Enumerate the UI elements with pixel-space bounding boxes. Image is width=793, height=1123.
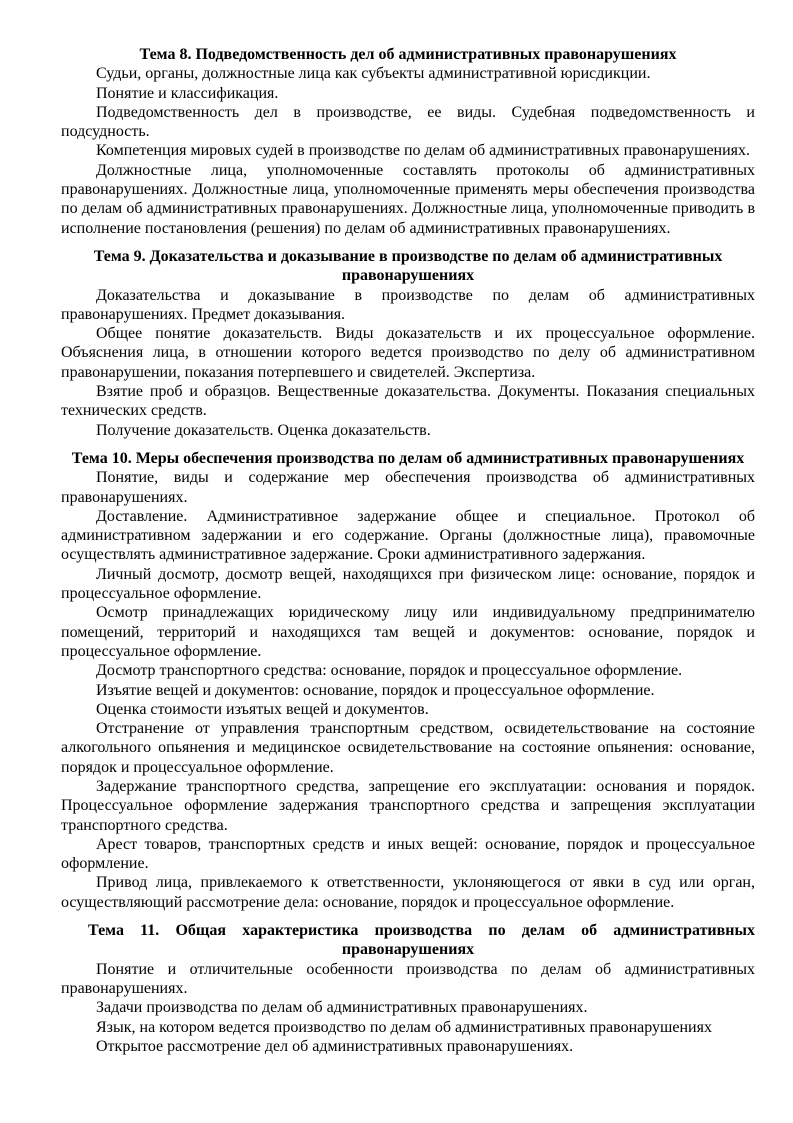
paragraph: Компетенция мировых судей в производстве по делам об административных правонарушениях. [96, 142, 751, 160]
paragraph: Язык, на котором ведется производство по делам об административных правонарушениях [96, 1018, 712, 1036]
section-heading: Тема 10. Меры обеспечения производства по делам об административных правонарушениях [71, 449, 745, 467]
paragraph: Отстранение от управления транспортным средством, освидетельствование на состояние алкогольного опьянения и медицинское освидетельствование на состояние опьянения: основание, порядок и процессуальное оформление. [61, 720, 755, 776]
paragraph: Получение доказательств. Оценка доказательств. [96, 421, 431, 439]
paragraph: Изъятие вещей и документов: основание, порядок и процессуальное оформление. [96, 681, 655, 699]
section-tema-10 [61, 449, 755, 912]
section-heading: Тема 9. Доказательства и доказывание в производстве по делам об административных правонарушениях [93, 247, 723, 285]
paragraph: Личный досмотр, досмотр вещей, находящихся при физическом лице: основание, порядок и процессуальное оформление. [61, 565, 755, 603]
paragraph: Доказательства и доказывание в производстве по делам об административных правонарушениях. Предмет доказывания. [61, 286, 755, 323]
paragraph: Привод лица, привлекаемого к ответственности, уклоняющегося от явки в суд или орган, осуществляющий рассмотрение дела: основание, порядок и процессуальное оформление. [61, 874, 755, 911]
paragraph: Судьи, органы, должностные лица как субъекты административной юрисдикции. [96, 65, 651, 83]
paragraph: Подведомственность дел в производстве, ее виды. Судебная подведомственность и подсудность. [61, 103, 755, 141]
section-tema-11 [61, 921, 755, 1056]
paragraph: Досмотр транспортного средства: основание, порядок и процессуальное оформление. [96, 662, 683, 680]
paragraph: Задачи производства по делам об административных правонарушениях. [96, 999, 588, 1017]
paragraph: Понятие и классификация. [96, 84, 279, 102]
paragraph: Арест товаров, транспортных средств и иных вещей: основание, порядок и процессуальное оформление. [61, 835, 755, 873]
paragraph: Задержание транспортного средства, запрещение его эксплуатации: основания и порядок. Процессуальное оформление задержания транспортного средства и запрещения эксплуатации транспортного средства. [61, 777, 755, 834]
paragraph: Должностные лица, уполномоченные составлять протоколы об административных правонарушениях. Должностные лица, уполномоченные применять меры обеспечения производства по делам об административных правонарушениях. Должностные лица, уполномоченные приводить в исполнение постановления (решения) по делам об административных правонарушениях. [61, 161, 755, 237]
section-heading: Тема 11. Общая характеристика производства по делам об административных правонарушениях [88, 922, 755, 959]
paragraph: Понятие и отличительные особенности производства по делам об административных правонарушениях. [61, 960, 755, 997]
paragraph: Взятие проб и образцов. Вещественные доказательства. Документы. Показания специальных технических средств. [61, 383, 755, 420]
section-tema-9 [61, 247, 755, 440]
section-tema-8 [61, 45, 755, 238]
paragraph: Осмотр принадлежащих юридическому лицу или индивидуальному предпринимателю помещений, территорий и находящихся там вещей и документов: основание, порядок и процессуальное оформление. [61, 604, 755, 660]
paragraph: Доставление. Административное задержание общее и специальное. Протокол об административном задержании и его содержание. Органы (должностные лица), правомочные осуществлять административное задержание. Сроки административного задержания. [61, 507, 755, 564]
document-text-block [61, 45, 755, 1056]
paragraph: Понятие, виды и содержание мер обеспечения производства об административных правонарушениях. [61, 469, 755, 506]
paragraph: Оценка стоимости изъятых вещей и документов. [96, 700, 429, 718]
section-heading: Тема 8. Подведомственность дел об административных правонарушениях [139, 46, 677, 63]
paragraph: Открытое рассмотрение дел об административных правонарушениях. [96, 1037, 574, 1055]
paragraph: Общее понятие доказательств. Виды доказательств и их процессуальное оформление. Объяснения лица, в отношении которого ведется производство по делу об административном правонарушении, показания потерпевшего и свидетелей. Экспертиза. [61, 325, 755, 381]
